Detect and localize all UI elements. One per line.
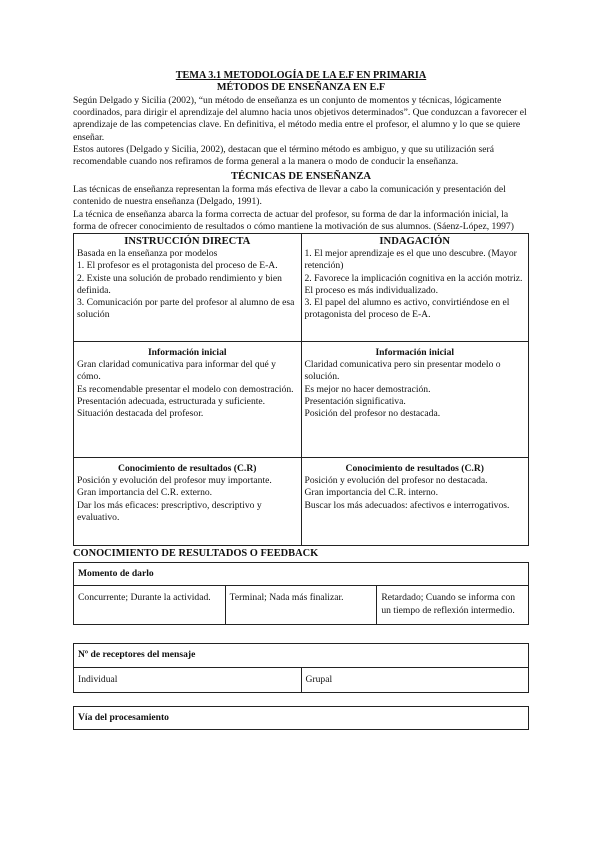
cell-line: Gran claridad comunicativa para informar del qué y cómo.	[77, 359, 276, 383]
tech-paragraph: Las técnicas de enseñanza representan la forma más efectiva de llevar a cabo la comunicación y presentación del contenido de nuestra enseñanza (Delgado, 1991).	[73, 184, 506, 208]
receptores-heading: Nº de receptores del mensaje	[74, 644, 529, 667]
cell-line: 2. Favorece la implicación cognitiva en la acción motriz. El proceso es más individualizado.	[304, 272, 523, 296]
momento-table	[73, 562, 529, 625]
via-table	[73, 706, 529, 730]
cell-line: Presentación significativa.	[304, 395, 406, 407]
momento-terminal: Terminal; Nada más finalizar.	[225, 586, 377, 625]
momento-heading: Momento de darlo	[74, 563, 529, 586]
cell-line: Situación destacada del profesor.	[77, 408, 204, 420]
section-heading-tecnicas: TÉCNICAS DE ENSEÑANZA	[230, 171, 372, 183]
methods-comparison-table	[73, 233, 529, 546]
cr-heading: Conocimiento de resultados (C.R)	[345, 463, 484, 475]
document-page	[73, 70, 529, 730]
cell-line: 3. Comunicación por parte del profesor al alumno de esa solución	[77, 297, 295, 321]
cell-line: Dar los más eficaces: prescriptivo, descriptivo y evaluativo.	[77, 499, 262, 523]
cell-line: Posición y evolución del profesor muy importante.	[77, 475, 272, 487]
receptores-grupal: Grupal	[301, 667, 529, 692]
intro-paragraph: Según Delgado y Sicilia (2002), “un método de enseñanza es un conjunto de momentos y técnicas, lógicamente coordinados, para dirigir el aprendizaje del alumno hacia unos objetivos determinados”. Que conduzcan a favorecer el aprendizaje de las competencias clave. En definitiva, el método media entre el profesor, el alumno y lo que se quiere enseñar.	[73, 95, 527, 143]
indagacion-cell	[301, 234, 529, 342]
cell-line: Buscar los más adecuados: afectivos e interrogativos.	[304, 499, 510, 511]
info-inicial-directa-cell	[74, 342, 302, 458]
info-inicial-heading: Información inicial	[375, 347, 455, 359]
receptores-individual: Individual	[74, 667, 302, 692]
cell-line: Gran importancia del C.R. interno.	[304, 487, 438, 499]
cell-line: 3. El papel del alumno es activo, convirtiéndose en el protagonista del proceso de E-A.	[304, 297, 510, 321]
cr-indagacion-cell	[301, 458, 529, 546]
cell-line: 1. El profesor es el protagonista del proceso de E-A.	[77, 260, 278, 272]
feedback-heading: CONOCIMIENTO DE RESULTADOS O FEEDBACK	[73, 548, 319, 560]
doc-subtitle: MÉTODOS DE ENSEÑANZA EN E.F	[216, 82, 386, 93]
intro-paragraph: Estos autores (Delgado y Sicilia, 2002), destacan que el término método es ambiguo, y que su utilización será recomendable cuando nos refiramos de forma general a la manera o modo de conducir la enseñanza.	[73, 143, 494, 168]
cell-line: Basada en la enseñanza por modelos	[77, 248, 218, 260]
doc-title: TEMA 3.1 METODOLOGÍA DE LA E.F EN PRIMARIA	[175, 70, 427, 81]
info-inicial-indagacion-cell	[301, 342, 529, 458]
cell-line: Claridad comunicativa pero sin presentar modelo o solución.	[304, 359, 501, 383]
info-inicial-heading: Información inicial	[147, 347, 227, 359]
receptores-table	[73, 643, 529, 692]
cell-line: 1. El mejor aprendizaje es el que uno descubre. (Mayor retención)	[304, 248, 517, 272]
cell-line: Posición del profesor no destacada.	[304, 408, 441, 420]
momento-concurrente: Concurrente; Durante la actividad.	[74, 586, 226, 625]
momento-retardado: Retardado; Cuando se informa con un tiempo de reflexión intermedio.	[377, 586, 529, 625]
via-heading: Vía del procesamiento	[74, 706, 529, 729]
cr-heading: Conocimiento de resultados (C.R)	[118, 463, 257, 475]
indagacion-heading: INDAGACIÓN	[379, 236, 451, 248]
instruccion-directa-heading: INSTRUCCIÓN DIRECTA	[124, 236, 251, 248]
tech-paragraph: La técnica de enseñanza abarca la forma correcta de actuar del profesor, su forma de dar la información inicial, la forma de ofrecer conocimiento de resultados o cómo mantiene la motivación de sus alumnos. (Sáenz-López, 1997)	[73, 208, 514, 232]
cell-line: Es recomendable presentar el modelo con demostración.	[77, 383, 294, 395]
cell-line: Presentación adecuada, estructurada y suficiente.	[77, 395, 266, 407]
cr-directa-cell	[74, 458, 302, 546]
cell-line: Gran importancia del C.R. externo.	[77, 487, 213, 499]
instruccion-directa-cell	[74, 234, 302, 342]
cell-line: Posición y evolución del profesor no destacada.	[304, 475, 488, 487]
cell-line: 2. Existe una solución de probado rendimiento y bien definida.	[77, 272, 282, 296]
cell-line: Es mejor no hacer demostración.	[304, 383, 431, 395]
